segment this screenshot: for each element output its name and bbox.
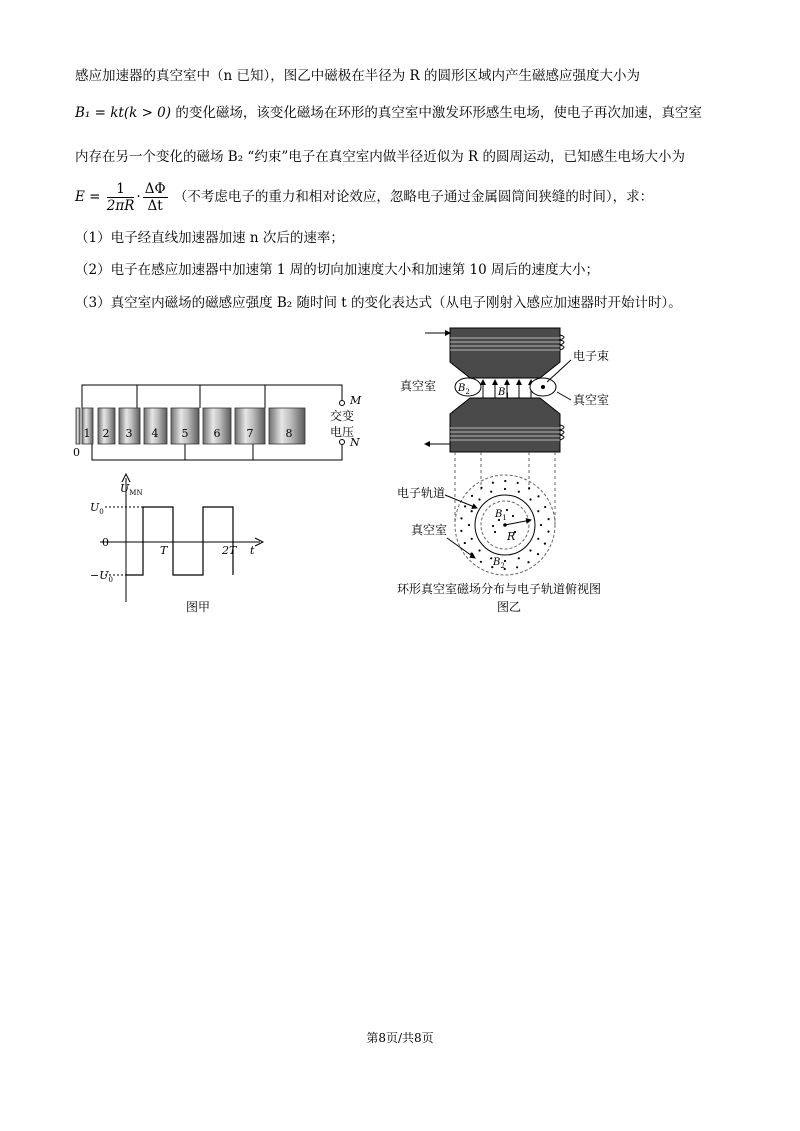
graph-ylabel: $U_{MN}$ [120,482,143,497]
field-dot [537,538,539,540]
label-vacuum-right: 真空室 [573,393,610,407]
label-electron-orbit: 电子轨道 [397,486,446,500]
field-dot [460,530,462,532]
field-dot [540,524,542,526]
caption-yi-desc: 环形真空室磁场分布与电子轨道俯视图 [397,582,602,596]
tube-label-7: 7 [246,427,254,440]
fraction-denominator: Δt [147,198,163,214]
graph-tick-T: T [160,544,168,557]
paragraph-line-2-text: 的变化磁场，该变化磁场在环形的真空室中激发环形感生电场，使电子再次加速，真空室 [175,105,702,121]
figure-yi [395,320,655,588]
field-dot [518,557,520,559]
label-b1-side: $B_1$ [498,387,510,400]
label-vacuum-left: 真空室 [400,379,437,393]
label-R: R [507,530,516,543]
paragraph-line-3: 内存在另一个变化的磁场 B₂ “约束”电子在真空室内做半径近似为 R 的圆周运动，已知感生电场大小为 [75,149,685,165]
field-dot [512,515,514,517]
field-dot [504,480,506,482]
paragraph-line-4: E = $\frac{1}{2\pi R}$ · $\frac{\Delta\Phi}{\Delta t}$ （不考虑电子的重力和相对论效应，忽略电子通过金属圆筒间狭缝的时间），求： [75,181,654,214]
label-zero: 0 [73,446,80,459]
field-dot [464,542,466,544]
question-2: （2）电子在感应加速器中加速第 1 周的切向加速度大小和加速第 10 周后的速度大小； [75,262,600,278]
label-ac-2: 电压 [330,425,355,439]
tube-0 [76,408,80,444]
paragraph-line-2 [75,103,702,123]
paragraph-line-4-text: （不考虑电子的重力和相对论效应，忽略电子通过金属圆筒间狭缝的时间），求： [173,189,654,205]
tube-label-4: 4 [151,427,159,440]
field-dot [471,510,473,512]
field-dot [480,487,482,489]
field-dot [537,510,539,512]
label-M: M [350,394,362,407]
tube-label-6: 6 [213,427,221,440]
graph-zero: 0 [102,536,109,549]
drift-tubes [76,408,305,444]
field-dot [471,495,473,497]
fraction-numerator: 1 [107,181,135,198]
formula-e-lhs: E = [75,189,101,205]
top-view [455,475,555,575]
fraction-one-over-2piR [107,181,135,214]
field-dot [494,531,496,533]
page-footer: 第8页/共8页 [366,1031,434,1045]
tube-label-1: 1 [83,427,91,440]
label-ac-1: 交变 [330,409,355,423]
field-dot [504,488,506,490]
graph-axis-t: t [250,544,255,557]
field-dot [468,524,470,526]
label-electron-beam: 电子束 [573,349,610,363]
field-dot [460,517,462,519]
tube-label-2: 2 [102,427,110,440]
graph-tick-2T: 2T [222,544,237,557]
field-dot [464,505,466,507]
label-vacuum-bottom: 真空室 [411,523,448,537]
magnet-pole-upper [450,328,564,378]
field-dot [478,498,480,500]
figure-jia [60,370,360,620]
label-b1-top: $B_1$ [495,509,507,522]
field-dot [529,549,531,551]
field-dot [529,498,531,500]
label-b2-side: $B_2$ [458,383,470,396]
label-b2-top: $B_2$ [493,557,505,570]
field-dot [517,482,519,484]
field-dot [480,561,482,563]
field-dot [527,561,529,563]
paragraph-line-1: 感应加速器的真空室中（n 已知），图乙中磁极在半径为 R 的圆形区域内产生磁感应强度大小为 [75,68,640,84]
question-1: （1）电子经直线加速器加速 n 次后的速率； [75,230,344,246]
voltage-graph [90,474,263,602]
field-dot [537,495,539,497]
question-3: （3）真空室内磁场的磁感应强度 B₂ 随时间 t 的变化表达式（从电子刚射入感应加速器时开始计时）。 [75,295,682,311]
field-dot [548,518,550,520]
field-dot [506,509,508,511]
field-dot [528,487,530,489]
field-dot [478,549,480,551]
terminal-N [340,440,345,445]
terminal-M [340,401,345,406]
fraction-numerator: ΔΦ [144,181,166,197]
radius-arrow [505,520,531,525]
field-dot [544,543,546,545]
field-dot [547,531,549,533]
tube-label-5: 5 [181,427,189,440]
field-dot [492,482,494,484]
field-dot [516,566,518,568]
field-dot [544,506,546,508]
tube-label-8: 8 [285,427,293,440]
caption-yi: 图乙 [497,600,522,614]
graph-neg-u0: $-U_0$ [90,569,113,584]
field-dot [471,538,473,540]
field-dot [490,557,492,559]
formula-b1: B₁ = kt(k > 0) [75,105,172,121]
magnet-pole-lower [450,398,564,452]
field-dot [490,491,492,493]
tube-label-3: 3 [125,427,133,440]
field-dot [492,525,494,527]
field-dot [518,491,520,493]
caption-jia: 图甲 [186,600,211,614]
fraction-denominator: 2πR [106,198,135,214]
field-dot [537,553,539,555]
graph-u0: $U_0$ [90,501,104,516]
label-N: N [350,436,360,449]
electron-beam-dot [541,385,545,389]
voltage-square-wave [126,507,233,575]
fraction-dphi-over-dt [143,181,168,214]
